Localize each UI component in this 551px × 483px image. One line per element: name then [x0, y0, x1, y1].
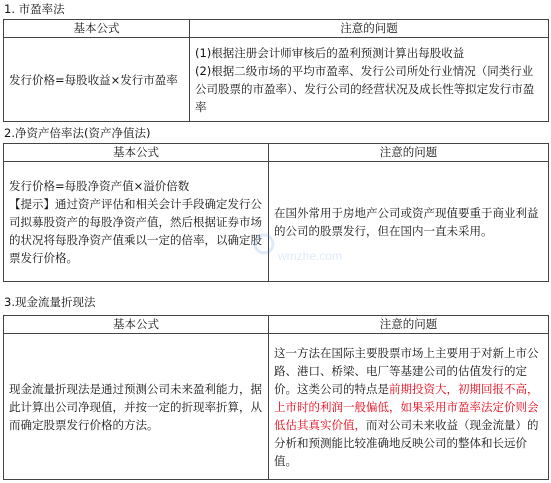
section-2-title: 2.净资产倍率法(资产净值法): [4, 126, 151, 140]
section-3-formula: 现金流量折现法是通过预测公司未来盈利能力，据此计算出公司净现值，并按一定的折现率折算，从而确定股票发行价格的方法。: [4, 334, 269, 480]
section-3-table: [3, 315, 549, 480]
section-2-formula: [4, 162, 269, 282]
section-3-header-notes: 注意的问题: [269, 316, 549, 334]
section-2-formula-line: 发行价格=每股净资产值×溢价倍数: [9, 178, 190, 193]
section-3-notes-part2: 而对公司未来收益（现金流量）的分析和预测能比较准确地反映公司的整体和长远价值。: [274, 417, 539, 468]
section-1-formula: 发行价格=每股收益×发行市盈率: [4, 38, 190, 122]
watermark-text: wmzhe.com: [278, 249, 343, 263]
section-3-notes-part1: 这一方法在国际主要股票市场上主要用于对新上市公路、港口、桥梁、电厂等基建公司的估值发行的定价。这类公司的特点是: [274, 345, 539, 396]
section-3-notes: [269, 334, 549, 480]
section-2-header-formula: 基本公式: [4, 144, 269, 162]
section-1-table: [3, 19, 549, 122]
section-2-header-notes: 注意的问题: [269, 144, 549, 162]
section-2-tip: [9, 195, 263, 267]
tip-label: 【提示】: [9, 196, 55, 211]
section-1-header-notes: 注意的问题: [190, 20, 549, 38]
section-1-notes: [190, 38, 549, 122]
section-2-notes: 在国外常用于房地产公司或资产现值要重于商业利益的公司的股票发行，但在国内一直未采用。: [269, 162, 549, 282]
section-1-header-formula: 基本公式: [4, 20, 190, 38]
section-2-table: [3, 143, 549, 282]
tip-text: 通过资产评估和相关会计手段确定发行公司拟募股资产的每股净资产值，然后根据证券市场的状况将每股净资产值乘以一定的倍率，以确定股票发行价格。: [9, 196, 262, 265]
section-1-title: 1. 市盈率法: [4, 2, 65, 16]
section-3-header-formula: 基本公式: [4, 316, 269, 334]
section-3-notes-emphasis: 前期投资大，初期回报不高，上市时的利润一般偏低，如果采用市盈率法定价则会低估其真实价值，: [274, 381, 539, 432]
section-1-note-1: (1)根据注册会计师审核后的盈利预测计算出每股收益: [195, 45, 465, 60]
section-3-title: 3.现金流量折现法: [4, 295, 96, 309]
section-1-note-2: (2)根据二级市场的平均市盈率、发行公司所处行业情况（同类行业公司股票的市盈率）、发行公司的经营状况及成长性等拟定发行市盈率: [195, 63, 535, 114]
